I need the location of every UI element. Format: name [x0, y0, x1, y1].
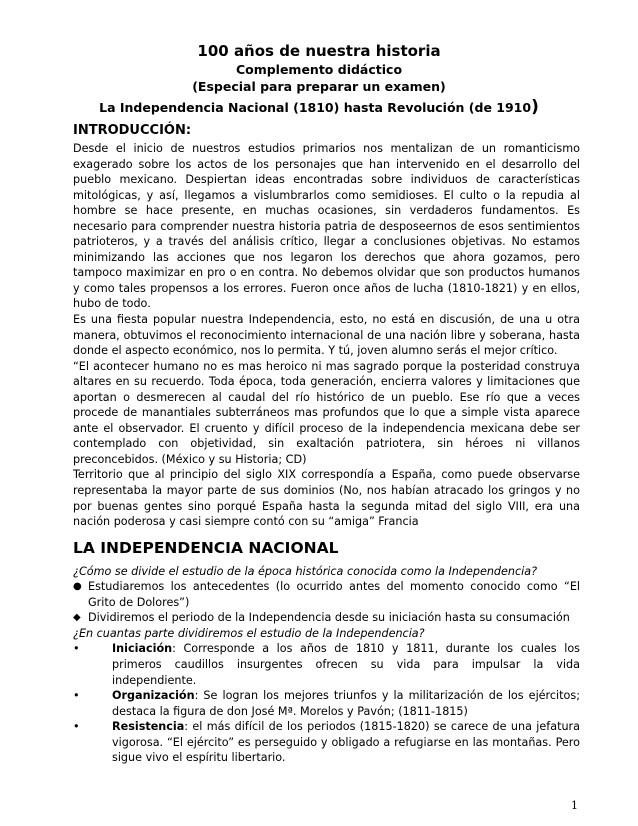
intro-paragraph-1: Desde el inicio de nuestros estudios primarios nos mentalizan de un romanticismo exagerado sobre los actos de los personajes que han intervenido en el desarrollo del pueblo mexicano. Despiertan ideas encontradas sobre individuos de características mitológicas, y así, llegamos a vislumbrarlos como semidioses. El culto o la repudia al hombre se hace presente, en muchas ocasiones, sin verdaderos fundamentos. Es necesario para comprender nuestra historia patria de desposeernos de esos sentimientos patrioteros, y a través del análisis crítico, llegar a conclusiones objetivas. No estamos minimizando las acciones que nos legaron los derechos que ahora gozamos, pero tampoco maximizar en pro o en contra. No debemos olvidar que son productos humanos y como tales propensos a los errores. Fueron once años de lucha (1810-1821) y en ellos, hubo de todo.: [73, 142, 580, 311]
question-2: ¿En cuantas parte dividiremos el estudio de la Independencia?: [73, 626, 425, 640]
question-2-list: [73, 641, 580, 765]
bullet-icon: ●: [73, 581, 82, 593]
document-body: [73, 122, 580, 766]
intro-heading: INTRODUCCIÓN:: [73, 123, 192, 138]
range-text: La Independencia Nacional (1810) hasta Revolución (de 1910: [99, 100, 532, 115]
page-number: 1: [571, 799, 578, 812]
period-term: Resistencia: [112, 720, 185, 734]
document-note: (Especial para preparar un examen): [192, 79, 446, 94]
intro-paragraph-3: “El acontecer humano no es mas heroico ni mas sagrado porque la posteridad construya altares en su recuerdo. Toda época, toda generación, encierra valores y limitaciones que aportan o desmerecen al caudal del río histórico de un pueblo. Ese río que a veces procede de manantiales subterráneos mas profundos que lo que a simple vista aparece ante el observador. El cruento y difícil proceso de la independencia mexicana debe ser contemplado con objetividad, sin exaltación patriotera, sin héroes ni villanos preconcebidos. (México y su Historia; CD): [73, 359, 580, 466]
intro-paragraph-2: Es una fiesta popular nuestra Independencia, esto, no está en discusión, de una u otra manera, obtuvimos el reconocimiento internacional de una nación libre y soberana, hasta donde el aspecto económico, nos lo permita. Y tú, joven alumno serás el mejor crítico.: [73, 313, 580, 358]
document-range: [0, 97, 638, 118]
document-subtitle: Complemento didáctico: [235, 62, 403, 77]
question-1-list: [73, 579, 580, 626]
bullet-icon: •: [73, 642, 80, 656]
bullet-icon: •: [73, 689, 80, 703]
list-item: ◆ Dividiremos el periodo de la Independencia desde su iniciación hasta su consumación: [73, 611, 570, 625]
list-item: • Resistencia: el más difícil de los periodos (1815-1820) se carece de una jefatura vigorosa. “El ejército” es perseguido y obligado a refugiarse en las montañas. Pero sigue vivo el espíritu libertario.: [73, 720, 580, 765]
list-item: • Iniciación: Corresponde a los años de 1810 y 1811, durante los cuales los primeros caudillos insurgentes ofrecen su vida para impulsar la vida independiente.: [73, 642, 580, 687]
intro-paragraph-4: Territorio que al principio del siglo XIX correspondía a España, como puede observarse representaba la mayor parte de sus dominios (No, nos habían atracado los gringos y no por buenas gentes sino porqué España hasta la segunda mitad del siglo VIII, era una nación poderosa y casi siempre contó con su “amiga” Francia: [73, 468, 580, 529]
list-item: • Organización: Se logran los mejores triunfos y la militarización de los ejércitos; destaca la figura de don José Mª. Morelos y Pavón; (1811-1815): [73, 689, 580, 718]
period-term: Iniciación: [112, 642, 173, 656]
question-1: ¿Cómo se divide el estudio de la época histórica conocida como la Independencia?: [73, 564, 538, 578]
section-heading: LA INDEPENDENCIA NACIONAL: [73, 538, 339, 557]
bullet-icon: •: [73, 720, 80, 734]
period-term: Organización: [112, 689, 195, 703]
list-item: ● Estudiaremos los antecedentes (lo ocurrido antes del momento conocido como “El Grito de Dolores”): [73, 580, 580, 609]
diamond-bullet-icon: ◆: [73, 612, 81, 624]
document-title: 100 años de nuestra historia: [197, 42, 441, 60]
range-close-paren: ): [531, 97, 539, 117]
